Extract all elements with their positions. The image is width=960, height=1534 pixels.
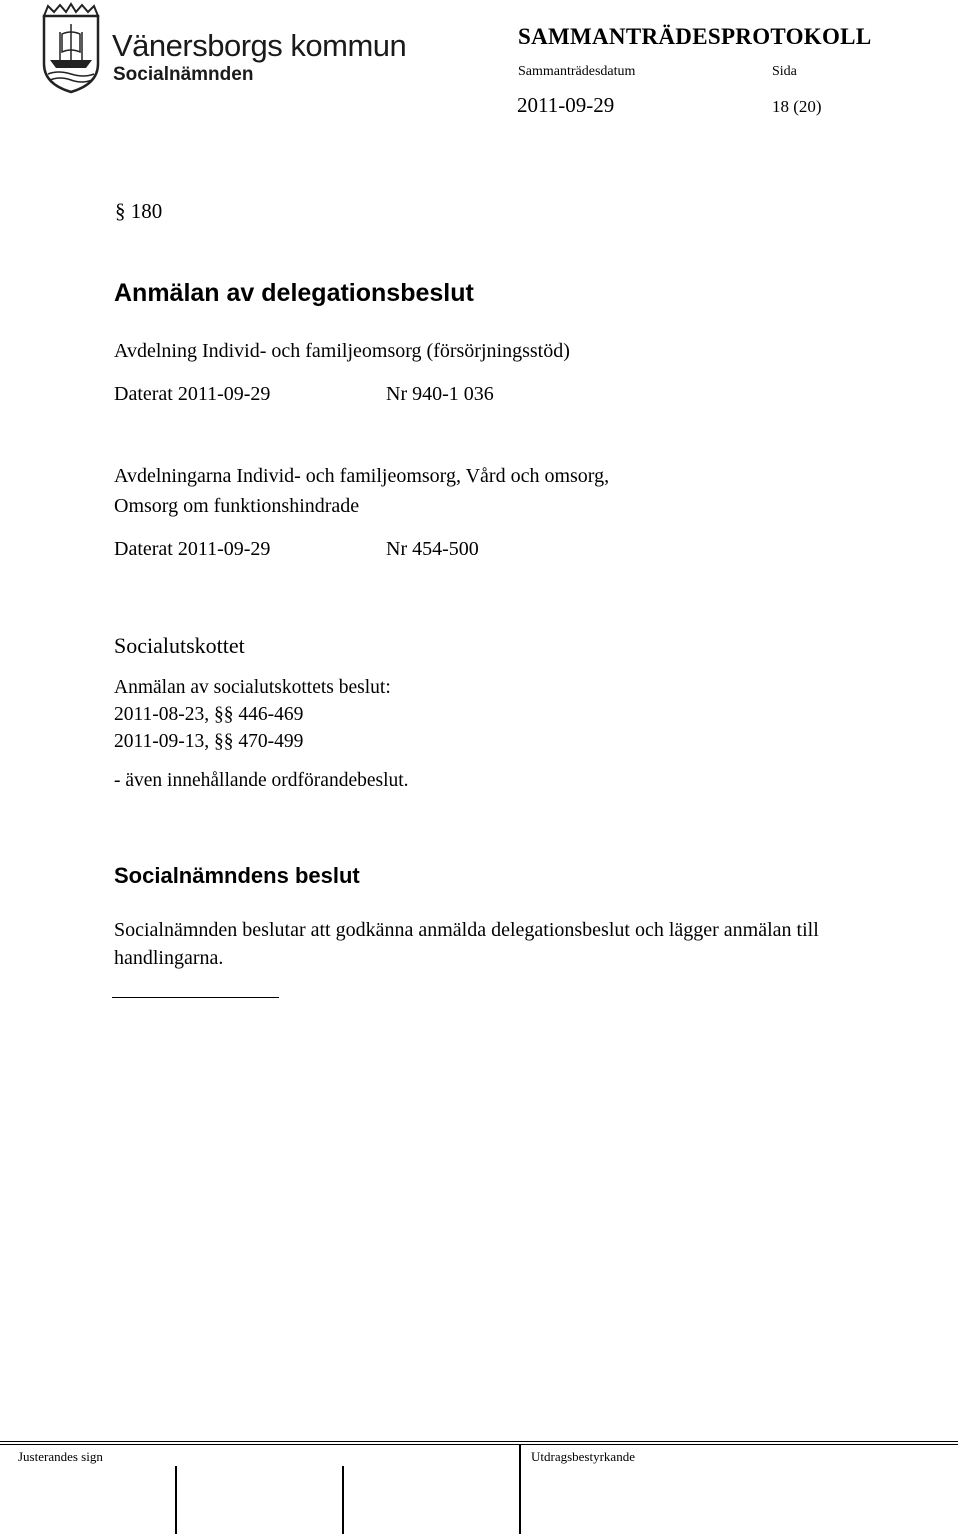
section3-intro: Anmälan av socialutskottets beslut: [114,677,391,698]
section2-heading-line1: Avdelningarna Individ- och familjeomsorg, Vård och omsorg, [114,465,610,487]
extract-certification-label: Utdragsbestyrkande [531,1449,635,1464]
section1-number: Nr 940-1 036 [386,383,494,405]
decision-text-line2: handlingarna. [114,947,224,969]
paragraph-number: § 180 [115,199,163,223]
page-number: 18 (20) [772,97,822,116]
decision-text-line1: Socialnämnden beslutar att godkänna anmälda delegationsbeslut och lägger anmälan till [114,919,819,941]
section2-dated: Daterat 2011-09-29 [114,538,271,560]
page-label: Sida [772,64,797,79]
section3-row: 2011-09-13, §§ 470-499 [114,731,304,752]
item-title: Anmälan av delegationsbeslut [114,279,474,307]
signature-box-divider [519,1444,521,1534]
section1-dated: Daterat 2011-09-29 [114,383,271,405]
section3-row: 2011-08-23, §§ 446-469 [114,704,304,725]
footer-top-rule [0,1444,958,1445]
logo-unit-name: Socialnämnden [113,64,254,85]
municipality-crest-logo [40,2,102,94]
end-rule [112,997,279,998]
section2-number: Nr 454-500 [386,538,479,560]
meeting-date: 2011-09-29 [517,93,615,117]
footer-top-rule [0,1441,958,1442]
logo-municipality-name: Vänersborgs kommun [112,28,407,63]
justering-sign-label: Justerandes sign [18,1449,103,1464]
decision-heading: Socialnämndens beslut [114,863,360,888]
section2-heading-line2: Omsorg om funktionshindrade [114,495,360,517]
section3-note: - även innehållande ordförandebeslut. [114,770,409,791]
signature-box-divider [342,1466,344,1534]
section3-heading: Socialutskottet [114,633,245,658]
signature-box-divider [175,1466,177,1534]
meeting-date-label: Sammanträdesdatum [518,64,636,79]
section1-heading: Avdelning Individ- och familjeomsorg (försörjningsstöd) [114,340,570,362]
document-type: SAMMANTRÄDESPROTOKOLL [518,24,872,49]
